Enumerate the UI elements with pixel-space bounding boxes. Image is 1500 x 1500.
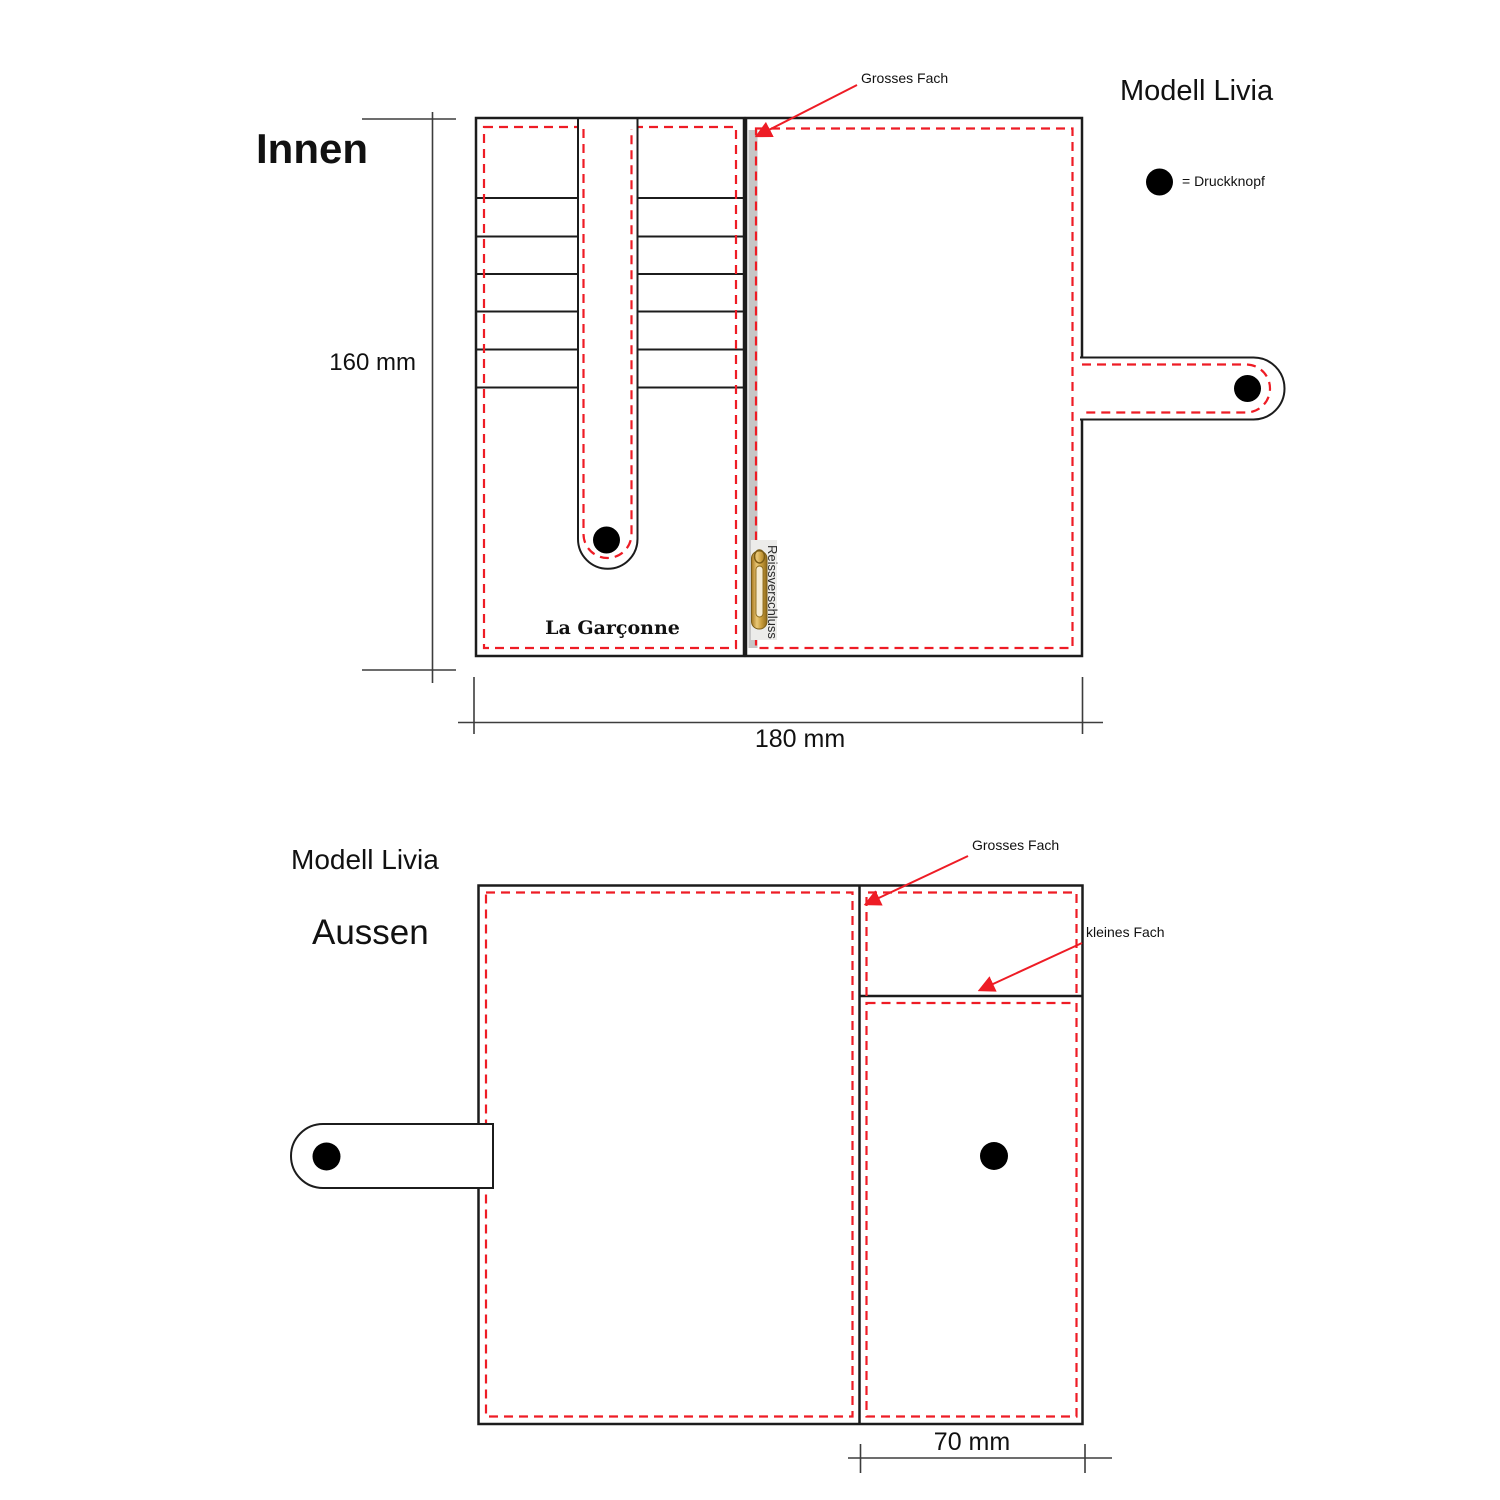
height-dimension-label: 160 mm	[329, 349, 416, 376]
snap-button-strip	[593, 527, 620, 554]
pocket-width-dimension-label: 70 mm	[933, 1428, 1011, 1456]
grosses-fach-label-outer: Grosses Fach	[972, 837, 1060, 853]
snap-button-small-pocket	[980, 1142, 1008, 1170]
inner-view-diagram	[362, 85, 1285, 734]
grosses-fach-label-inner: Grosses Fach	[861, 70, 949, 86]
snap-button-tab-outer	[313, 1143, 341, 1171]
kleines-fach-label: kleines Fach	[1086, 924, 1165, 940]
snap-button-tab-inner	[1234, 375, 1261, 402]
inner-view-title: Innen	[256, 125, 368, 172]
outer-view-title: Aussen	[312, 913, 429, 952]
legend-snap-dot	[1146, 169, 1173, 196]
model-name-outer: Modell Livia	[291, 844, 439, 875]
reissverschluss-label: Reissverschluss	[765, 545, 780, 639]
legend-druckknopf-label: = Druckknopf	[1182, 173, 1265, 189]
brand-label: La Garçonne	[545, 617, 680, 639]
width-dimension-label: 180 mm	[754, 725, 846, 753]
zipper-pull-slot	[756, 566, 763, 617]
model-name-inner: Modell Livia	[1120, 75, 1274, 107]
pull-strip	[578, 117, 638, 569]
inner-right-panel-outline	[746, 118, 1082, 656]
